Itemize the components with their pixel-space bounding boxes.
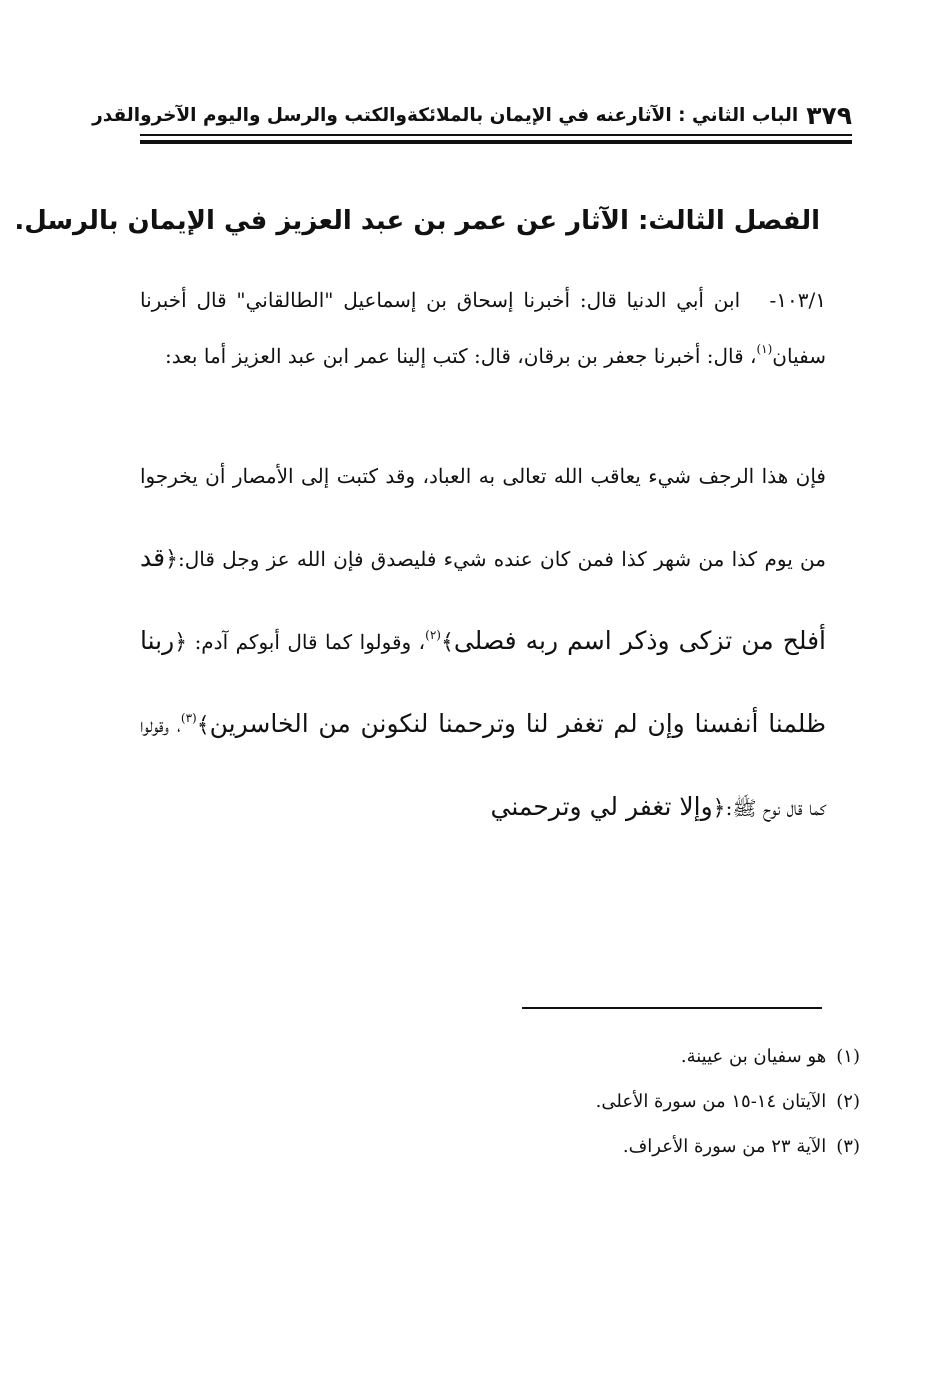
- colon: :: [725, 796, 733, 820]
- footnote-separator: [522, 1007, 822, 1009]
- letter-text-a: فإن هذا الرجف شيء يعاقب الله تعالى به العباد، وقد كتبت إلى الأمصار أن يخرجوا من يوم كذا من شهر كذا فمن كان عنده شيء فليصدق فإن الله عز وجل قال:: [140, 464, 826, 571]
- footnote-text: الآية ٢٣ من سورة الأعراف.: [622, 1136, 827, 1157]
- footnote-number: (٢): [836, 1091, 860, 1112]
- isnad-text-b: ، قال: أخبرنا جعفر بن برقان، قال: كتب إلينا عمر ابن عبد العزيز أما بعد:: [165, 344, 757, 368]
- footnote-number: (٣): [836, 1136, 860, 1157]
- ornate-bracket-close: ﴾: [440, 630, 454, 655]
- narration-paragraph: [140, 272, 826, 384]
- quran-verse-2: ربنا ظلمنا أنفسنا وإن لم تغفر لنا وترحمنا لنكونن من الخاسرين: [140, 626, 826, 738]
- footnote-ref-3[interactable]: (٣): [180, 711, 197, 725]
- footnote-item: [420, 1079, 860, 1124]
- narration-number: ١٠٣/١-: [769, 288, 826, 312]
- header-rule-thick: [140, 140, 852, 144]
- footnotes: [420, 1034, 860, 1169]
- letter-text-c: ، وقولوا كما قال نوح: [140, 713, 826, 820]
- honorific-glyph: ﷺ: [732, 796, 757, 820]
- header-rule-thin: [140, 134, 852, 136]
- footnote-ref-1[interactable]: (١): [756, 342, 773, 356]
- page-number: ٣٧٩: [806, 100, 852, 130]
- footnote-item: [420, 1034, 860, 1079]
- ornate-bracket-open: ﴿: [712, 796, 726, 821]
- letter-text-b: ، وقولوا كما قال أبوكم آدم:: [194, 630, 426, 654]
- chapter-title: الفصل الثالث: الآثار عن عمر بن عبد العزيز في الإيمان بالرسل.: [14, 206, 820, 236]
- footnote-item: [420, 1124, 860, 1169]
- footnote-number: (١): [836, 1046, 860, 1067]
- footnote-ref-2[interactable]: (٢): [425, 628, 441, 642]
- footnote-text: هو سفيان بن عيينة.: [680, 1046, 827, 1067]
- ornate-bracket-open: ﴿: [165, 547, 178, 572]
- ornate-bracket-open: ﴿: [174, 630, 188, 655]
- quran-verse-1: قد أفلح من تزكى وذكر اسم ربه فصلى: [140, 543, 827, 655]
- letter-paragraph: [140, 436, 826, 849]
- footnote-text: الآيتان ١٤-١٥ من سورة الأعلى.: [595, 1091, 827, 1112]
- running-title: الباب الثاني : الآثارعنه في الإيمان بالملائكةوالكتب والرسل واليوم الآخروالقدر: [92, 104, 799, 126]
- isnad-text-a: ابن أبي الدنيا قال: أخبرنا إسحاق بن إسماعيل "الطالقاني" قال أخبرنا سفيان: [140, 288, 826, 368]
- ornate-bracket-close: ﴾: [196, 713, 210, 738]
- quran-verse-3: وإلا تغفر لي وترحمني: [490, 792, 713, 821]
- running-header: [92, 96, 852, 134]
